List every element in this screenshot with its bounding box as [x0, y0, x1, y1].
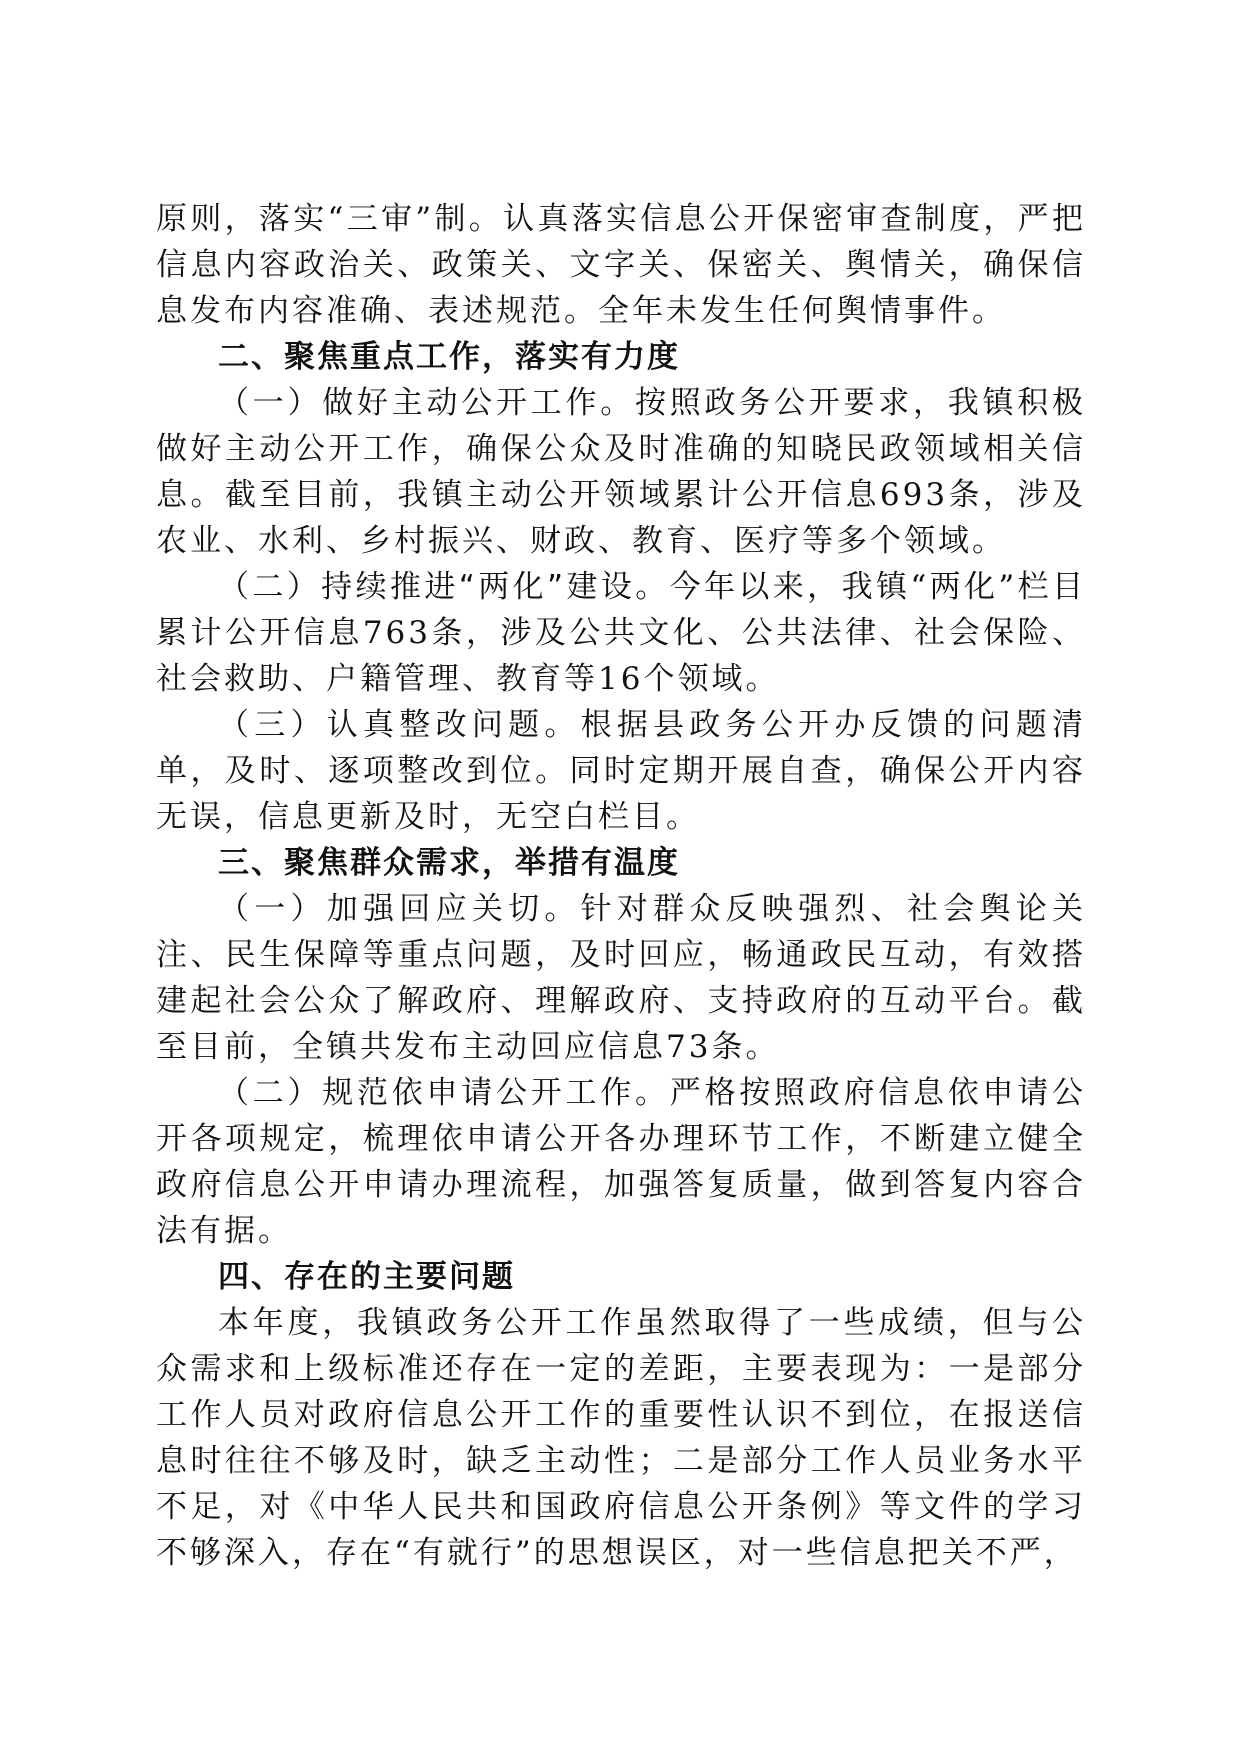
paragraph-2-3-lead: （三）认真整改问题。: [218, 707, 581, 743]
paragraph-2-1-body: 按照政务公开要求，我镇积极做好主动公开工作，确保公众及时准确的知晓民政领域相关信息。截至目前，我镇主动公开领域累计公开信息693条，涉及农业、水利、乡村振兴、财政、教育、医疗等多个领域。: [156, 385, 1086, 559]
section-heading-2: 二、聚焦重点工作，落实有力度: [218, 339, 680, 375]
paragraph-2-2: [156, 564, 1086, 702]
paragraph-2-2-body: 今年以来，我镇“两化”栏目累计公开信息763条，涉及公共文化、公共法律、社会保险、社会救助、户籍管理、教育等16个领域。: [156, 569, 1086, 697]
paragraph-continuation: 原则，落实“三审”制。认真落实信息公开保密审查制度，严把信息内容政治关、政策关、文字关、保密关、舆情关，确保信息发布内容准确、表述规范。全年未发生任何舆情事件。: [156, 201, 1086, 329]
paragraph-4: 本年度，我镇政务公开工作虽然取得了一些成绩，但与公众需求和上级标准还存在一定的差距，主要表现为：一是部分工作人员对政府信息公开工作的重要性认识不到位，在报送信息时往往不够及时，缺乏主动性；二是部分工作人员业务水平不足，对《中华人民共和国政府信息公开条例》等文件的学习不够深入，存在“有就行”的思想误区，对一些信息把关不严，: [156, 1305, 1086, 1571]
paragraph-3-1-body: 针对群众反映强烈、社会舆论关注、民生保障等重点问题，及时回应，畅通政民互动，有效搭建起社会公众了解政府、理解政府、支持政府的互动平台。截至目前，全镇共发布主动回应信息73条。: [156, 891, 1086, 1065]
paragraph-2-2-lead: （二）持续推进“两化”建设。: [218, 569, 670, 605]
paragraph-2-3: [156, 702, 1086, 840]
paragraph-2-3-body: 根据县政务公开办反馈的问题清单，及时、逐项整改到位。同时定期开展自查，确保公开内容无误，信息更新及时，无空白栏目。: [156, 707, 1086, 835]
paragraph-3-2-body: 严格按照政府信息依申请公开各项规定，梳理依申请公开各办理环节工作，不断建立健全政府信息公开申请办理流程，加强答复质量，做到答复内容合法有据。: [156, 1075, 1086, 1249]
paragraph-3-1: [156, 886, 1086, 1070]
section-heading-4: 四、存在的主要问题: [218, 1259, 515, 1295]
paragraph-2-1-lead: （一）做好主动公开工作。: [218, 385, 635, 421]
paragraph-3-1-lead: （一）加强回应关切。: [218, 891, 581, 927]
paragraph-3-2-lead: （二）规范依申请公开工作。: [218, 1075, 670, 1111]
document-body: [156, 196, 1086, 1576]
section-heading-3: 三、聚焦群众需求，举措有温度: [218, 845, 680, 881]
paragraph-2-1: [156, 380, 1086, 564]
paragraph-3-2: [156, 1070, 1086, 1254]
